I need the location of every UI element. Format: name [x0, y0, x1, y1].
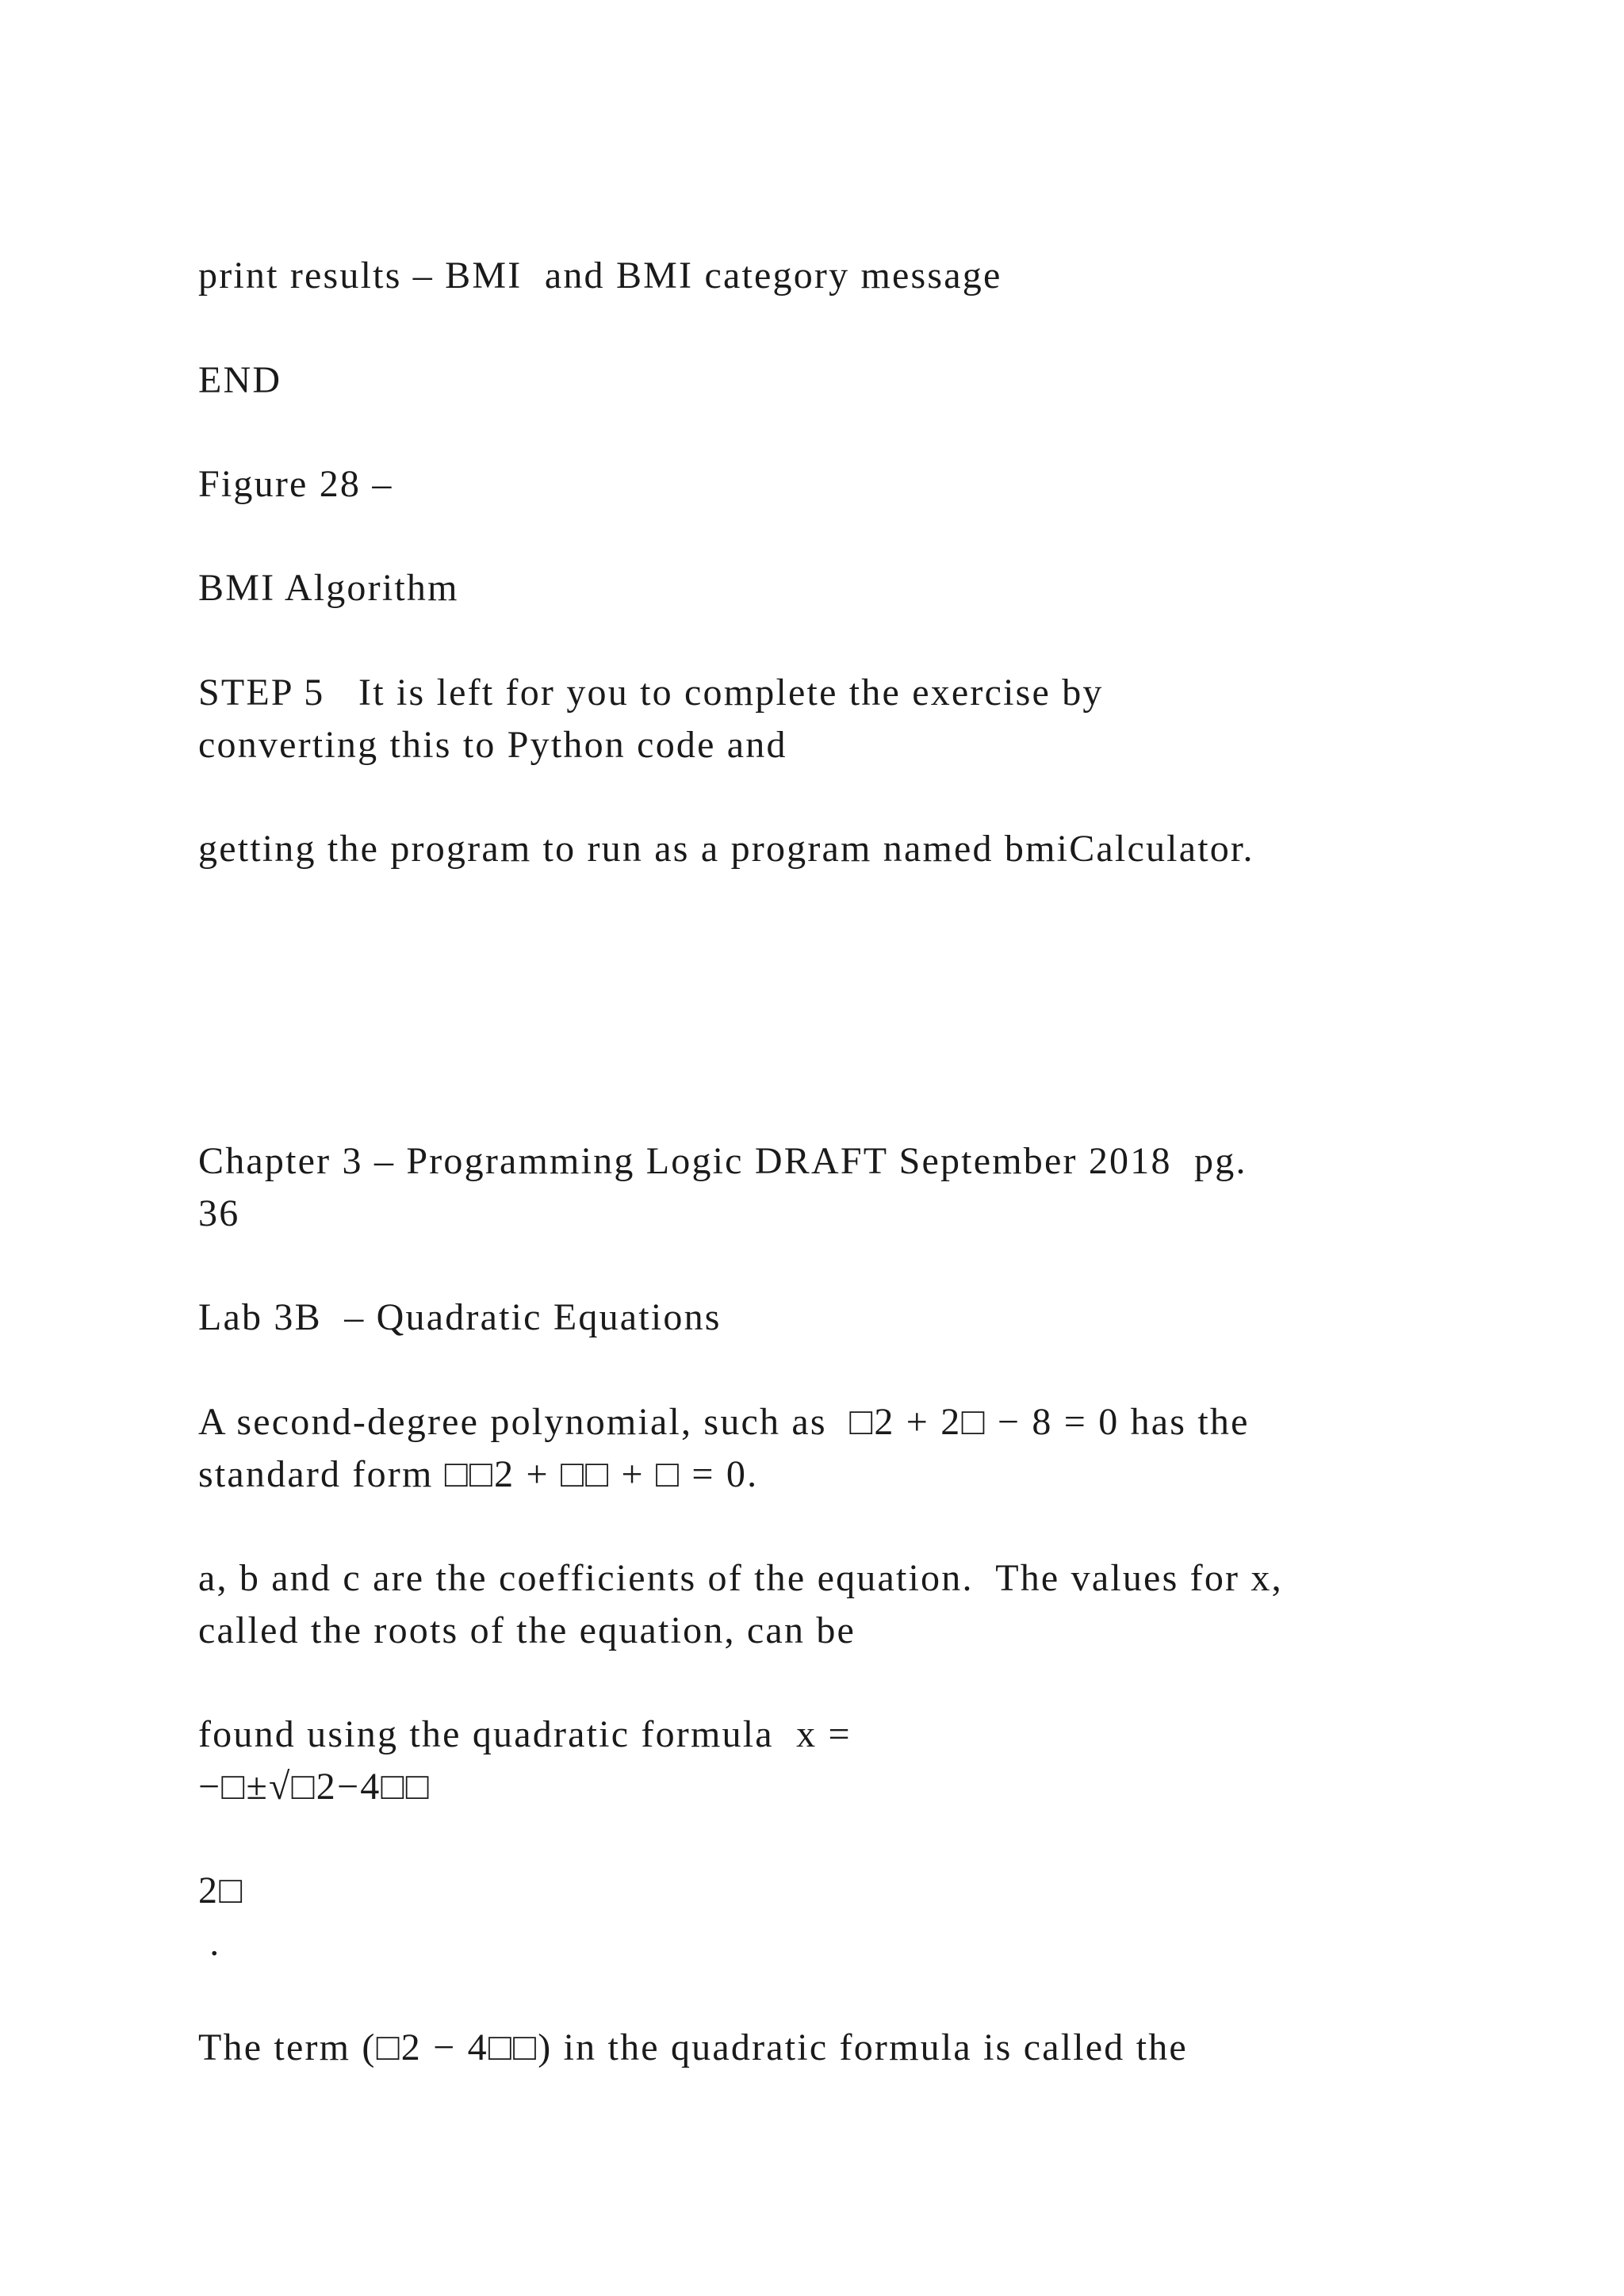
text-line: converting this to Python code and: [198, 724, 787, 766]
text-line: called the roots of the equation, can be: [198, 1609, 856, 1651]
text-line: getting the program to run as a program named bmiCalculator.: [198, 828, 1254, 870]
formula-period: .: [198, 1922, 221, 1964]
text-line: A second-degree polynomial, such as □2 + 2□ − 8 = 0 has the: [198, 1401, 1250, 1443]
text-line: STEP 5 It is left for you to complete the exercise by: [198, 672, 1104, 714]
page-number: 36: [198, 1192, 240, 1234]
formula-numerator: −□±√□2−4□□: [198, 1766, 431, 1808]
text-line: a, b and c are the coefficients of the equation. The values for x,: [198, 1557, 1283, 1599]
text-line: print results – BMI and BMI category message: [198, 254, 1002, 297]
text-line: The term (□2 − 4□□) in the quadratic formula is called the: [198, 2026, 1188, 2068]
page-footer: Chapter 3 – Programming Logic DRAFT September 2018 pg.: [198, 1140, 1247, 1182]
text-line: standard form □□2 + □□ + □ = 0.: [198, 1453, 759, 1495]
figure-caption: Figure 28 –: [198, 463, 393, 505]
section-heading: Lab 3B – Quadratic Equations: [198, 1296, 722, 1338]
text-line: END: [198, 359, 282, 401]
text-line: found using the quadratic formula x =: [198, 1713, 852, 1755]
figure-caption: BMI Algorithm: [198, 567, 459, 609]
formula-denominator: 2□: [198, 1869, 244, 1911]
